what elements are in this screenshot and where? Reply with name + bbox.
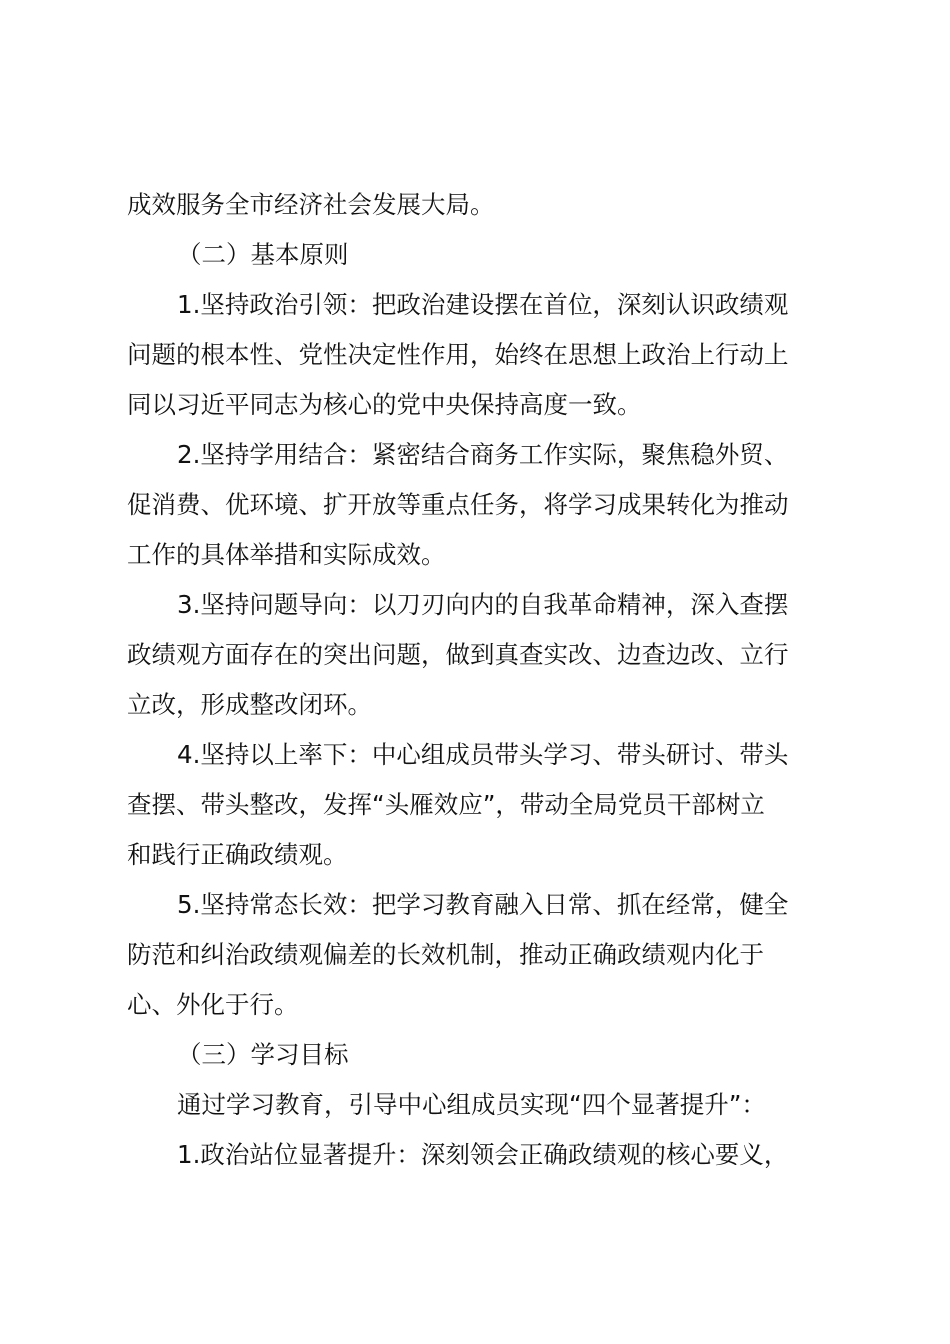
text-line: 2.坚持学用结合：紧密结合商务工作实际，聚焦稳外贸、 <box>177 440 789 469</box>
text-line: 同以习近平同志为核心的党中央保持高度一致。 <box>127 390 642 419</box>
section-heading-learning-goals <box>127 1030 835 1080</box>
text-line: 问题的根本性、党性决定性作用，始终在思想上政治上行动上 <box>127 340 789 369</box>
text-line: 工作的具体举措和实际成效。 <box>127 540 446 569</box>
principle-3-paragraph <box>127 580 835 730</box>
text-line: 防范和纠治政绩观偏差的长效机制，推动正确政绩观内化于 <box>127 940 764 969</box>
text-line: 成效服务全市经济社会发展大局。 <box>127 190 495 219</box>
principle-2-paragraph <box>127 430 835 580</box>
text-line: 查摆、带头整改，发挥“头雁效应”，带动全局党员干部树立 <box>127 790 765 819</box>
text-line: 政绩观方面存在的突出问题，做到真查实改、边查边改、立行 <box>127 640 789 669</box>
text-line: 立改，形成整改闭环。 <box>127 690 372 719</box>
text-line: 3.坚持问题导向：以刀刃向内的自我革命精神，深入查摆 <box>177 590 789 619</box>
heading-text: （二）基本原则 <box>177 240 349 269</box>
principle-5-paragraph <box>127 880 835 1030</box>
text-line: 心、外化于行。 <box>127 990 299 1019</box>
text-line: 通过学习教育，引导中心组成员实现“四个显著提升”： <box>177 1090 766 1119</box>
document-page <box>127 180 835 1180</box>
goal-1-paragraph <box>127 1130 835 1180</box>
text-line: 4.坚持以上率下：中心组成员带头学习、带头研讨、带头 <box>177 740 789 769</box>
text-line: 和践行正确政绩观。 <box>127 840 348 869</box>
principle-1-paragraph <box>127 280 835 430</box>
paragraph-continuation <box>127 180 835 230</box>
heading-text: （三）学习目标 <box>177 1040 349 1069</box>
goals-intro-paragraph <box>127 1080 835 1130</box>
text-line: 促消费、优环境、扩开放等重点任务，将学习成果转化为推动 <box>127 490 789 519</box>
principle-4-paragraph <box>127 730 835 880</box>
section-heading-basic-principles <box>127 230 835 280</box>
text-line: 1.政治站位显著提升：深刻领会正确政绩观的核心要义， <box>177 1140 789 1169</box>
text-line: 5.坚持常态长效：把学习教育融入日常、抓在经常，健全 <box>177 890 789 919</box>
text-line: 1.坚持政治引领：把政治建设摆在首位，深刻认识政绩观 <box>177 290 789 319</box>
